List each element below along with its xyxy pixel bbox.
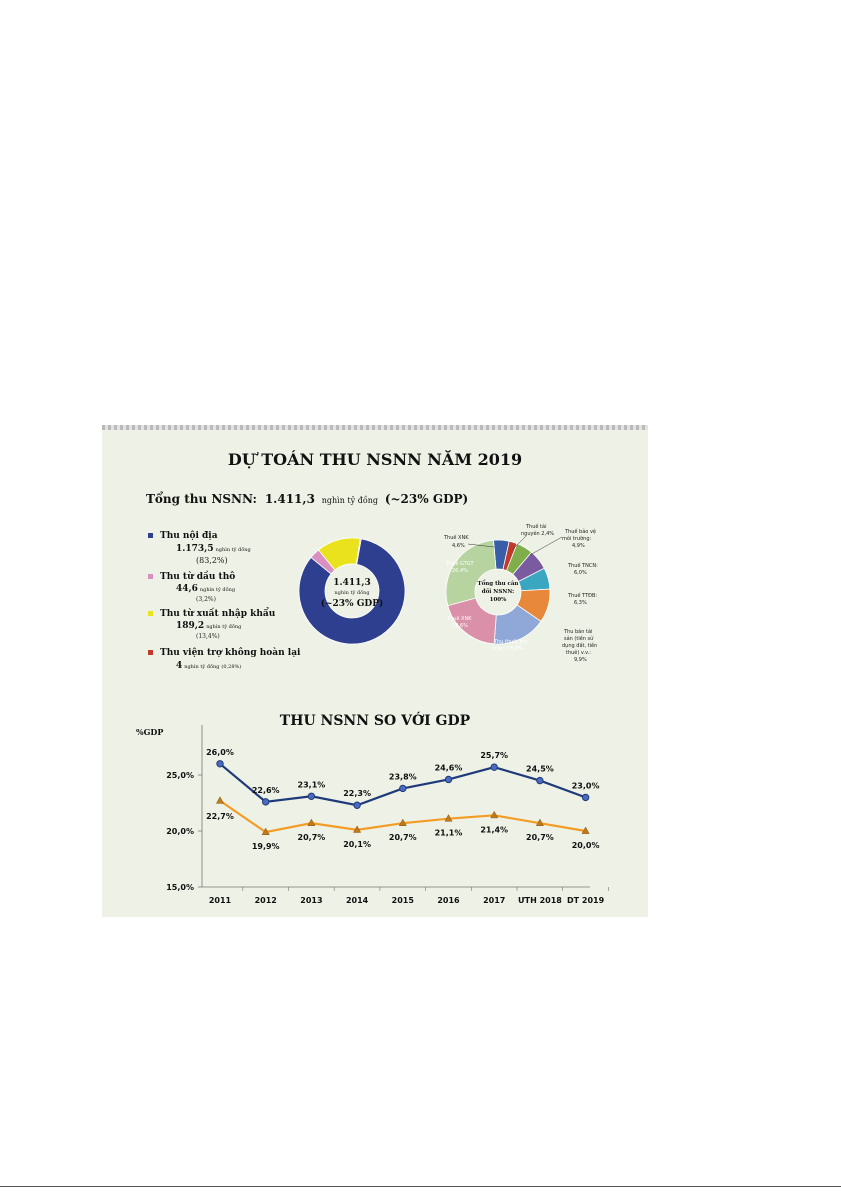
- legend-value-2: [176, 621, 242, 631]
- x-tick-label: 2013: [300, 896, 323, 905]
- legend-name-0: Thu nội địa: [160, 531, 218, 541]
- legend: [148, 530, 301, 671]
- legend-value-0: [176, 544, 252, 554]
- x-tick-label: 2014: [345, 896, 369, 905]
- data-label-1: 22,7%: [206, 811, 234, 821]
- data-label-1: 21,4%: [480, 825, 509, 835]
- series-0-point: [491, 764, 497, 770]
- data-label-1: 20,7%: [297, 833, 326, 843]
- label-tainguyen-2: nguyên 2,4%: [521, 531, 555, 537]
- label-thuphi-2: khác: 15,8%: [492, 646, 524, 652]
- series-0-point: [537, 777, 543, 783]
- data-label-0: 23,0%: [571, 781, 600, 791]
- legend-unit-0: nghìn tỷ đồng: [215, 547, 251, 553]
- series-0-point: [263, 799, 269, 805]
- infographic-title: DỰ TOÁN THU NSNN NĂM 2019: [227, 450, 523, 469]
- donut2-center-line3: 100%: [489, 597, 507, 603]
- legend-swatch-0: [148, 533, 153, 538]
- x-tick-label: 2015: [391, 896, 414, 905]
- data-label-1: 20,7%: [526, 833, 554, 843]
- data-label-1: 20,1%: [343, 839, 371, 849]
- legend-unit-2: nghìn tỷ đồng: [206, 624, 242, 630]
- donut1-center-value: 1.411,3: [333, 578, 371, 588]
- label-tiensd: Thu bán tài: [564, 629, 593, 635]
- data-label-1: 21,1%: [434, 828, 463, 838]
- x-tick-label: 2016: [437, 896, 460, 905]
- legend-value-text-3: 4: [176, 661, 183, 671]
- label-tncn-pct: 6,0%: [574, 570, 587, 576]
- data-label-0: 22,3%: [343, 789, 371, 799]
- data-label-0: 23,8%: [388, 772, 417, 782]
- label-thuphi: Thu thuế, phí: [494, 639, 528, 645]
- legend-value-text-2: 189,2: [176, 621, 205, 631]
- data-label-0: 25,7%: [480, 751, 509, 761]
- x-tick-label: 2012: [254, 896, 277, 905]
- infographic-svg: [102, 425, 648, 917]
- line-chart-title: THU NSNN SO VỚI GDP: [279, 713, 471, 729]
- total-value: 1.411,3: [264, 492, 315, 506]
- total-label: Tổng thu NSNN:: [146, 492, 257, 506]
- label-ttdb-pct: 6,3%: [574, 600, 587, 606]
- x-tick-label: 2011: [208, 896, 232, 905]
- legend-unit-1: nghìn tỷ đồng: [199, 587, 236, 593]
- legend-pct-0: (83,2%): [196, 556, 228, 565]
- y-tick-label: 15,0%: [166, 883, 194, 892]
- label-tiensd-3: dụng đất, tiền: [562, 643, 598, 649]
- x-tick-label: 2017: [483, 896, 506, 905]
- label-tncn: Thuế TNCN:: [568, 563, 598, 569]
- donut1-center-gdp: (~23% GDP): [320, 599, 384, 609]
- label-ttdb: Thuế TTĐB:: [568, 593, 598, 599]
- label-tainguyen: Thuế tài: [526, 524, 547, 530]
- legend-pct-3: (0,28%): [221, 664, 242, 670]
- legend-value-3: [176, 661, 241, 671]
- legend-unit-3: nghìn tỷ đồng: [184, 664, 220, 670]
- total-unit: nghìn tỷ đồng: [321, 496, 378, 505]
- donut2-center-line2: đối NSNN:: [481, 589, 515, 595]
- series-0-point: [582, 794, 588, 800]
- infographic-panel: [102, 425, 648, 917]
- leader-bvmt: [530, 537, 562, 555]
- donut1-center-unit: nghìn tỷ đồng: [334, 590, 370, 596]
- line-chart-ylabel: %GDP: [136, 727, 164, 737]
- legend-value-text-0: 1.173,5: [176, 544, 214, 554]
- legend-value-1: [176, 584, 236, 594]
- label-tndn: Thuế XNK: [447, 616, 472, 622]
- data-label-0: 24,6%: [434, 763, 463, 773]
- series-0-point: [445, 776, 451, 782]
- series-0-point: [354, 802, 360, 808]
- label-bvmt-pct: 4,9%: [572, 543, 585, 549]
- legend-value-text-1: 44,6: [176, 584, 198, 594]
- page-bottom-rule: [0, 1186, 841, 1187]
- total-gdp: (~23% GDP): [384, 492, 469, 506]
- data-label-1: 20,7%: [388, 833, 417, 843]
- y-tick-label: 25,0%: [166, 771, 194, 780]
- series-0-point: [308, 793, 314, 799]
- donut2-center-line1: Tổng thu cân: [477, 581, 519, 587]
- data-label-0: 24,5%: [526, 764, 554, 774]
- legend-name-2: Thu từ xuất nhập khẩu: [160, 609, 276, 619]
- data-label-0: 23,1%: [297, 780, 326, 790]
- series-0-point: [217, 761, 223, 767]
- legend-swatch-1: [148, 574, 153, 579]
- label-xnk-1-pct: 4,6%: [452, 543, 465, 549]
- label-bvmt: Thuế bảo vệ: [565, 529, 596, 535]
- label-tiensd-2: sản (tiền sử: [564, 636, 594, 642]
- data-label-0: 26,0%: [206, 747, 234, 757]
- legend-name-1: Thu từ dầu thô: [160, 572, 236, 582]
- x-tick-label: DT 2019: [567, 896, 605, 905]
- data-label-1: 19,9%: [251, 842, 280, 852]
- legend-pct-2: (13,4%): [196, 633, 220, 640]
- legend-name-3: Thu viện trợ không hoàn lại: [160, 648, 301, 658]
- label-tiensd-pct: 9,9%: [574, 657, 587, 663]
- series-0-point: [400, 785, 406, 791]
- legend-swatch-3: [148, 650, 153, 655]
- label-gtgt: Thuế GTGT: [446, 561, 474, 567]
- y-tick-label: 20,0%: [166, 827, 194, 836]
- data-label-0: 22,6%: [251, 785, 280, 795]
- label-xnk-1: Thuế XNK: [444, 535, 469, 541]
- series-1-point: [216, 797, 223, 804]
- legend-pct-1: (3,2%): [196, 596, 216, 603]
- label-bvmt-2: môi trường:: [562, 536, 592, 542]
- x-tick-label: ƯTH 2018: [517, 896, 562, 905]
- label-gtgt-pct: 26,4%: [452, 568, 468, 574]
- label-tiensd-4: thuê) v.v.:: [566, 650, 591, 656]
- legend-swatch-2: [148, 611, 153, 616]
- label-tndn-pct: 18,6%: [452, 623, 468, 629]
- line-chart: [166, 725, 608, 905]
- total-line: [146, 491, 468, 506]
- data-label-1: 20,0%: [571, 841, 600, 850]
